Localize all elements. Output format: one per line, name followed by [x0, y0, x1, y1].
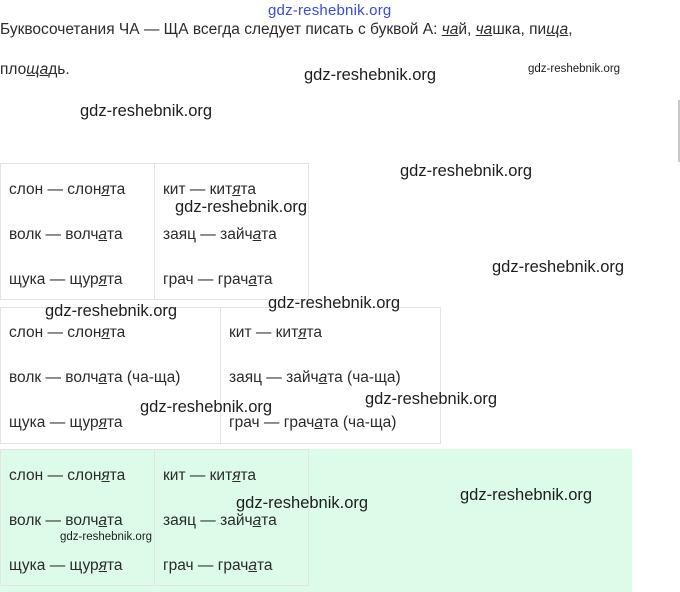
- watermark: gdz-reshebnik.org: [45, 302, 178, 320]
- table-row: грач — грачата: [163, 271, 273, 288]
- rule-paragraph: Буквосочетания ЧА — ЩА всегда следует писать с буквой А: чай, чашка, пища, площадь.: [0, 21, 573, 78]
- table-row: грач — грачата: [163, 557, 273, 574]
- watermark: gdz-reshebnik.org: [80, 102, 213, 120]
- table-row: волк — волчата: [9, 512, 123, 529]
- watermark: gdz-reshebnik.org: [528, 63, 621, 75]
- table-cell: [155, 164, 309, 300]
- table-row: щука — щурята: [9, 557, 123, 574]
- watermark: gdz-reshebnik.org: [175, 198, 308, 216]
- watermark: gdz-reshebnik.org: [60, 531, 153, 543]
- table-row: заяц — зайчата (ча-ща): [229, 369, 401, 386]
- table-row: заяц — зайчата: [163, 512, 277, 529]
- watermark: gdz-reshebnik.org: [268, 294, 401, 312]
- table-row: кит — китята: [163, 467, 257, 484]
- table-row: щука — щурята: [9, 271, 123, 288]
- table-cell: [155, 450, 309, 586]
- words-table-2: [0, 307, 441, 444]
- table-cell: [221, 308, 441, 444]
- table-row: заяц — зайчата: [163, 226, 277, 243]
- table-row: грач — грачата (ча-ща): [229, 414, 397, 431]
- table-cell: [1, 450, 155, 586]
- table-cell: [1, 308, 221, 444]
- site-title: gdz-reshebnik.org: [268, 2, 392, 19]
- words-table-3: [0, 449, 309, 586]
- watermark: gdz-reshebnik.org: [236, 494, 369, 512]
- watermark: gdz-reshebnik.org: [460, 486, 593, 504]
- watermark: gdz-reshebnik.org: [400, 162, 533, 180]
- watermark: gdz-reshebnik.org: [140, 398, 273, 416]
- table-row: волк — волчата: [9, 226, 123, 243]
- table-row: кит — китята: [163, 181, 257, 198]
- table-row: волк — волчата (ча-ща): [9, 369, 181, 386]
- table-row: слон — слонята: [9, 181, 126, 198]
- watermark: gdz-reshebnik.org: [304, 66, 437, 84]
- watermark: gdz-reshebnik.org: [365, 390, 498, 408]
- table-row: слон — слонята: [9, 324, 126, 341]
- words-table-1: [0, 163, 309, 300]
- table-cell: [1, 164, 155, 300]
- table-row: слон — слонята: [9, 467, 126, 484]
- table-row: щука — щурята: [9, 414, 123, 431]
- watermark: gdz-reshebnik.org: [492, 258, 625, 276]
- table-row: кит — китята: [229, 324, 323, 341]
